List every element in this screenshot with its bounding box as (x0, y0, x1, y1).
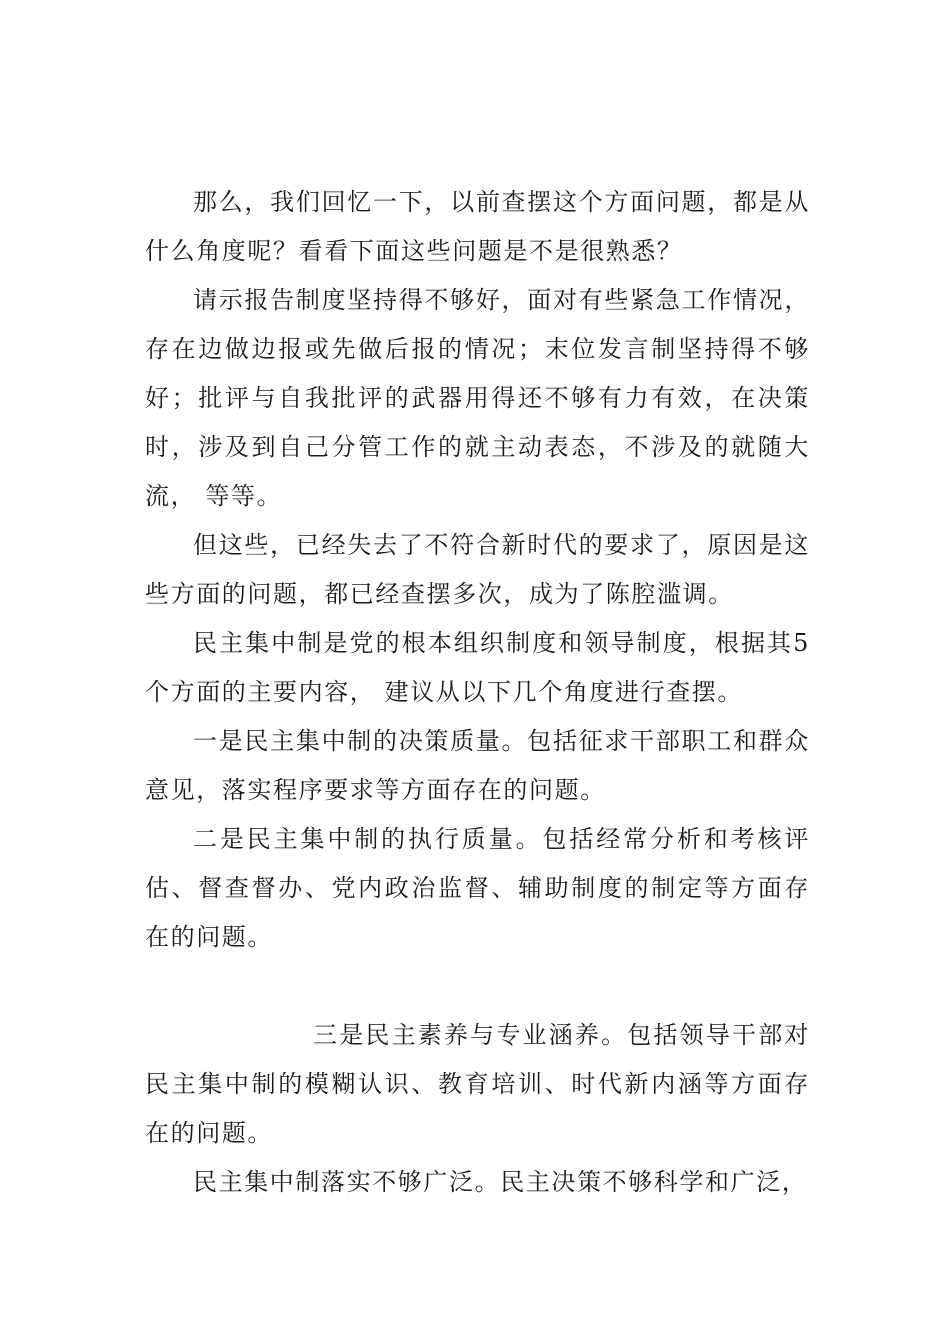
paragraph-implementation: 民主集中制落实不够广泛。民主决策不够科学和广泛， (193, 1168, 808, 1196)
paragraph-democratic-centralism: 民主集中制是党的根本组织制度和领导制度，根据其5个方面的主要内容， 建议从以下几个角度进行查摆。 (145, 629, 810, 706)
paragraph-point-two: 二是民主集中制的执行质量。包括经常分析和考核评估、督查督办、党内政治监督、辅助制度的制定等方面存在的问题。 (145, 825, 810, 951)
paragraph-outdated: 但这些，已经失去了不符合新时代的要求了，原因是这些方面的问题，都已经查摆多次，成为了陈腔滥调。 (145, 531, 810, 608)
paragraph-point-three: 三是民主素养与专业涵养。包括领导干部对民主集中制的模糊认识、教育培训、时代新内涵等方面存在的问题。 (145, 1021, 810, 1147)
paragraph-intro-question: 那么，我们回忆一下，以前查摆这个方面问题，都是从什么角度呢？看看下面这些问题是不是很熟悉？ (145, 188, 810, 265)
document-body (145, 178, 810, 1207)
paragraph-point-one: 一是民主集中制的决策质量。包括征求干部职工和群众意见，落实程序要求等方面存在的问题。 (145, 727, 810, 804)
paragraph-familiar-problems: 请示报告制度坚持得不够好，面对有些紧急工作情况，存在边做边报或先做后报的情况；末位发言制坚持得不够好；批评与自我批评的武器用得还不够有力有效，在决策时，涉及到自己分管工作的就主动表态，不涉及的就随大流， 等等。 (145, 286, 810, 510)
